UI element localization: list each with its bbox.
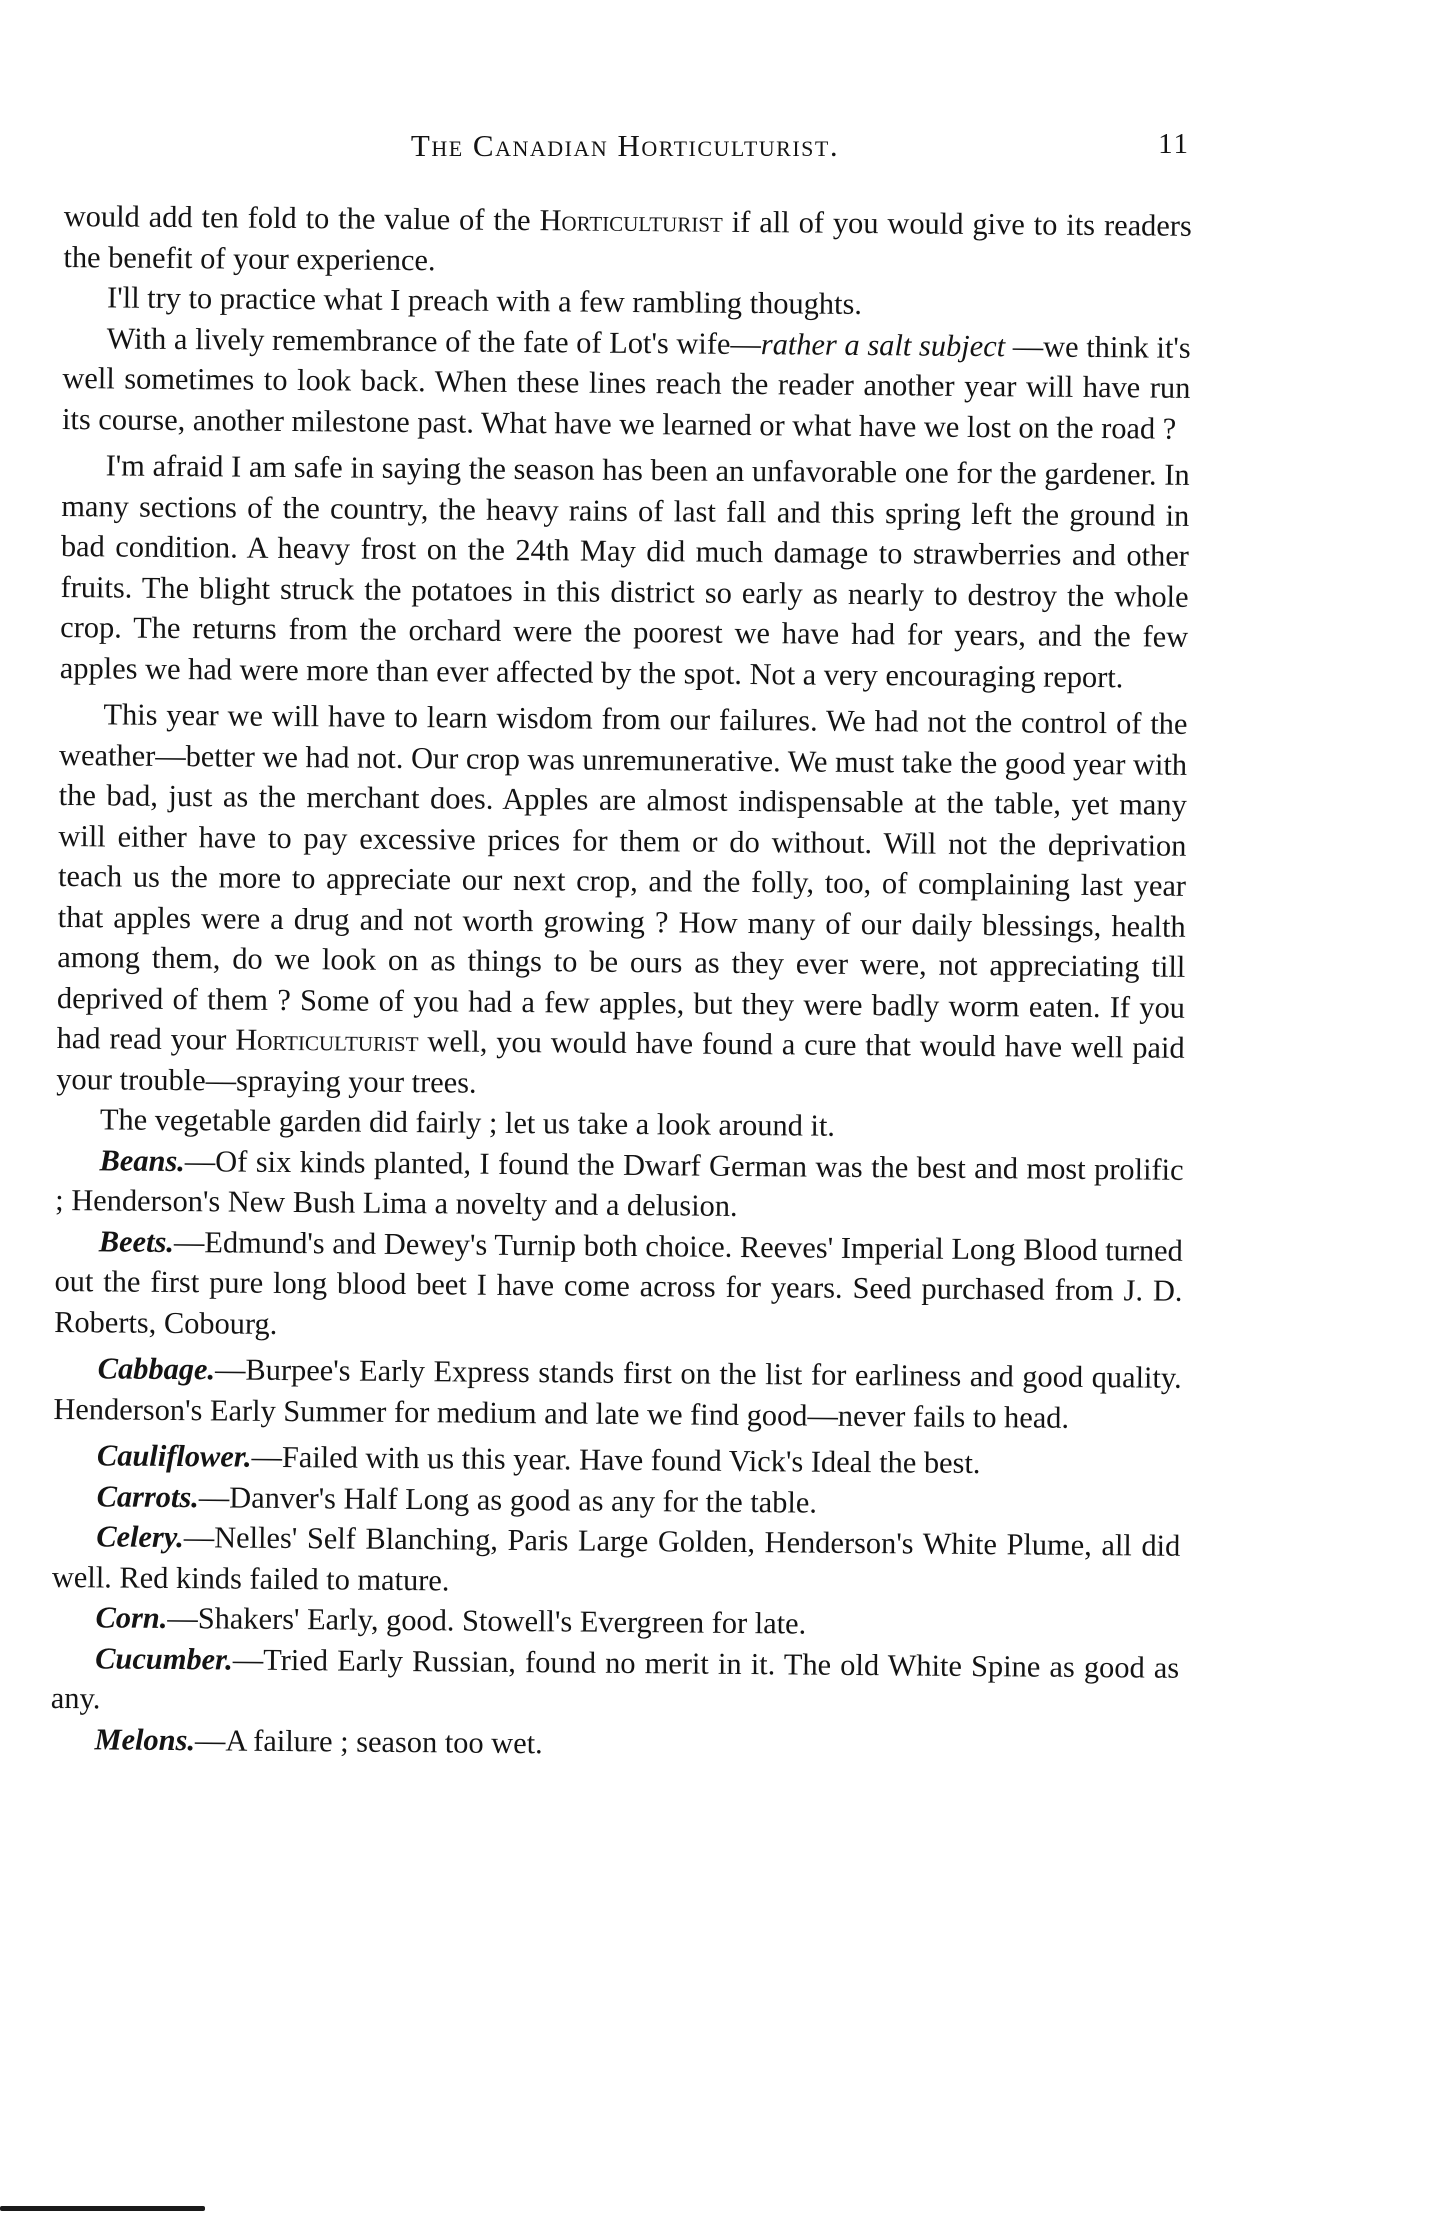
entry-heading: Beans. bbox=[99, 1142, 186, 1178]
entry-text: —Burpee's Early Express stands first on the list for earliness and good quality. Henderson's Early Summer for medium and late we find good—never fails to head. bbox=[53, 1352, 1182, 1435]
entry-heading: Carrots. bbox=[96, 1478, 199, 1514]
entry-text: —Edmund's and Dewey's Turnip both choice. Reeves' Imperial Long Blood turned out the first pure long blood beet I have come across for years. Seed purchased from J. D. Roberts, Cobourg. bbox=[54, 1224, 1183, 1341]
paragraph-3-text-end: —we think it's well sometimes to look back. When these lines reach the reader another year will have run its course, another milestone past. What have we learned or what have we lost on the road ? bbox=[61, 328, 1191, 446]
entry-cabbage bbox=[53, 1348, 1182, 1439]
entry-beets bbox=[54, 1220, 1183, 1351]
entry-heading: Celery. bbox=[96, 1519, 184, 1555]
paragraph-1-text-end: if all of you would give to its readers the benefit of your experience. bbox=[63, 204, 1192, 277]
entry-heading: Cucumber. bbox=[95, 1640, 234, 1677]
entry-cucumber bbox=[51, 1637, 1180, 1728]
entry-heading: Melons. bbox=[94, 1721, 196, 1757]
entry-text: —A failure ; season too wet. bbox=[194, 1722, 543, 1760]
journal-name-reference: Horticulturist bbox=[539, 203, 723, 239]
running-head bbox=[60, 128, 1190, 168]
entry-heading: Cauliflower. bbox=[96, 1438, 252, 1474]
paragraph-4: I'm afraid I am safe in saying the season has been an unfavorable one for the gardener. In many sections of the country, the heavy rains of last fall and this spring left the ground in bad condition. A heavy frost on the 24th May did much damage to strawberries and other fruits. The blight struck the potatoes in this district so early as nearly to destroy the whole crop. The returns from the orchard were the poorest we have had for years, and the few apples we had were more than ever affected by the spot. Not a very encouraging report. bbox=[59, 448, 1190, 694]
paragraph-3-italic-aside: rather a salt subject bbox=[760, 326, 1006, 363]
scan-edge-mark bbox=[0, 2206, 205, 2211]
paragraph-3-text: With a lively remembrance of the fate of Lot's wife— bbox=[106, 320, 761, 361]
journal-name-reference: Horticulturist bbox=[235, 1022, 419, 1059]
article-body bbox=[50, 196, 1192, 1769]
entry-celery bbox=[52, 1516, 1181, 1607]
entry-text: —Shakers' Early, good. Stowell's Evergreen for late. bbox=[167, 1600, 807, 1641]
entry-text: —Failed with us this year. Have found Vick's Ideal the best. bbox=[251, 1439, 981, 1481]
entry-text: —Tried Early Russian, found no merit in it. The old White Spine as good as any. bbox=[50, 1642, 1180, 1716]
entry-text: —Danver's Half Long as good as any for the table. bbox=[198, 1479, 818, 1520]
paragraph-2: I'll try to practice what I preach with a few rambling thoughts. bbox=[106, 280, 863, 321]
entry-text: —Of six kinds planted, I found the Dwarf German was the best and most prolific ; Henderson's New Bush Lima a novelty and a delusion. bbox=[55, 1143, 1184, 1223]
entry-heading: Corn. bbox=[95, 1600, 168, 1635]
paragraph-5-text: This year we will have to learn wisdom from our failures. We had not the control of the weather—better we had not. Our crop was unremunerative. We must take the good year with the bad, just as the merchant does. Apples are almost indispensable at the table, yet many will either have to pay excessive prices for them or do without. Will not the deprivation teach us the more to appreciate our next crop, and the folly, too, of complaining last year that apples were a drug and not worth growing ? How many of our daily blessings, health among them, do we look on as things to be ours as they ever were, not appreciating till deprived of them ? Some of you had a few apples, but they were badly worm eaten. If you had read your bbox=[56, 697, 1188, 1057]
paragraph-5-text-end: well, you would have found a cure that would have well paid your trouble—spraying your trees. bbox=[56, 1024, 1185, 1100]
entry-melons bbox=[50, 1718, 1178, 1768]
page-number: 11 bbox=[1158, 128, 1190, 160]
entry-beans bbox=[55, 1139, 1184, 1230]
entry-heading: Cabbage. bbox=[97, 1351, 216, 1387]
paragraph-6: The vegetable garden did fairly ; let us take a look around it. bbox=[99, 1102, 836, 1143]
paragraph-1-text: would add ten fold to the value of the bbox=[63, 198, 540, 238]
paragraph-5 bbox=[56, 694, 1187, 1109]
paragraph-1 bbox=[63, 196, 1192, 287]
paragraph-3 bbox=[62, 317, 1191, 448]
journal-title: The Canadian Horticulturist. bbox=[410, 128, 840, 163]
entry-text: —Nelles' Self Blanching, Paris Large Golden, Henderson's White Plume, all did well. Red kinds failed to mature. bbox=[51, 1520, 1181, 1597]
entry-heading: Beets. bbox=[98, 1223, 175, 1259]
